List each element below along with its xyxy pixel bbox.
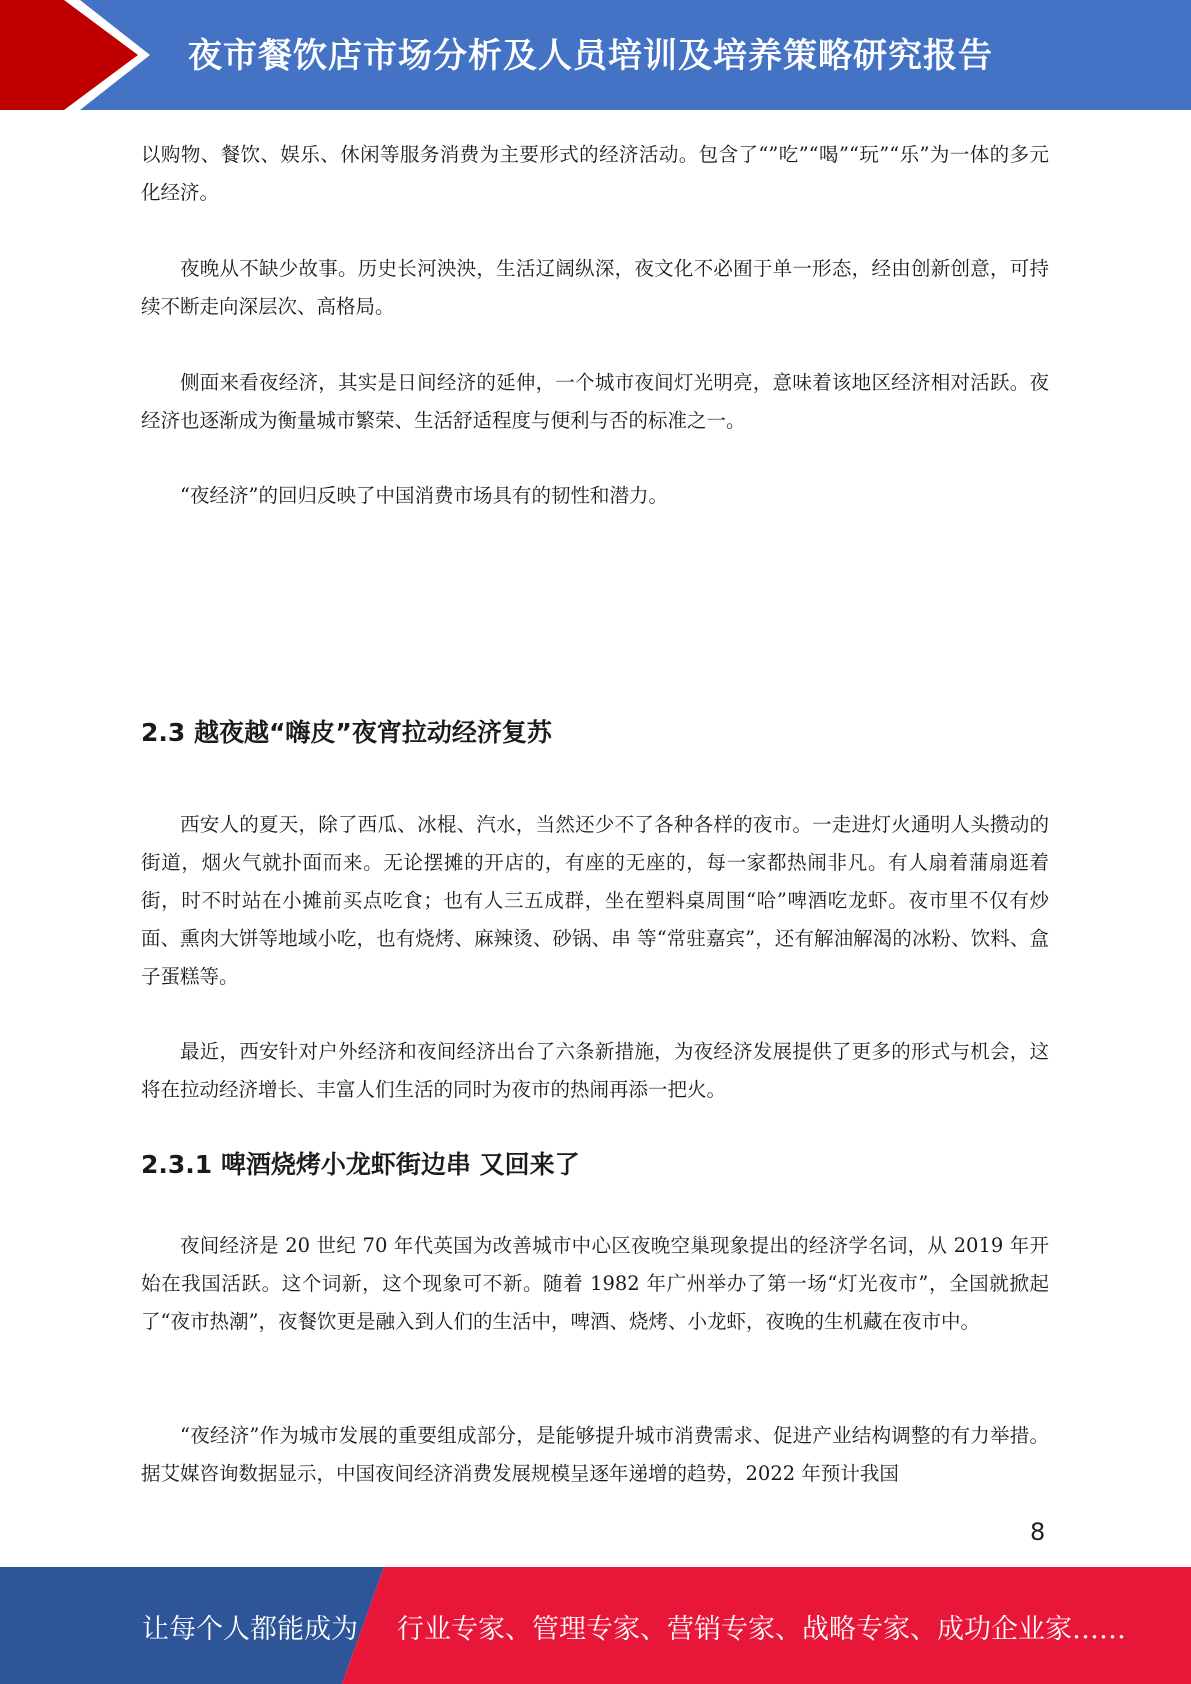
paragraph-1: 以购物、餐饮、娱乐、休闲等服务消费为主要形式的经济活动。包含了“”吃”“喝”“玩”“乐”为一体的多元化经济。 xyxy=(141,143,1049,204)
page-header xyxy=(0,0,1191,110)
paragraph-2: 夜晚从不缺少故事。历史长河泱泱，生活辽阔纵深，夜文化不必囿于单一形态，经由创新创意，可持续不断走向深层次、高格局。 xyxy=(141,257,1049,318)
report-title: 夜市餐饮店市场分析及人员培训及培养策略研究报告 xyxy=(188,36,993,76)
paragraph-8: “夜经济”作为城市发展的重要组成部分，是能够提升城市消费需求、促进产业结构调整的有力举措。据艾媒咨询数据显示，中国夜间经济消费发展规模呈逐年递增的趋势，2022 年预计我国 xyxy=(141,1424,1049,1485)
header-red-chevron xyxy=(0,0,138,110)
page-number: 8 xyxy=(1030,1518,1046,1546)
page-footer xyxy=(0,1567,1191,1684)
section-heading-2-3-1: 2.3.1 啤酒烧烤小龙虾街边串 又回来了 xyxy=(141,1150,580,1179)
section-heading-2-3: 2.3 越夜越“嗨皮”夜宵拉动经济复苏 xyxy=(141,718,552,747)
paragraph-7: 夜间经济是 20 世纪 70 年代英国为改善城市中心区夜晚空巢现象提出的经济学名词，从 2019 年开始在我国活跃。这个词新，这个现象可不新。随着 1982 年广州举办了第一场“灯光夜市”，全国就掀起了“夜市热潮”，夜餐饮更是融入到人们的生活中，啤酒、烧烤、小龙虾，夜晚的生机藏在夜市中。 xyxy=(141,1234,1049,1333)
paragraph-4: “夜经济”的回归反映了中国消费市场具有的韧性和潜力。 xyxy=(180,484,668,507)
paragraph-6: 最近，西安针对户外经济和夜间经济出台了六条新措施，为夜经济发展提供了更多的形式与机会，这将在拉动经济增长、丰富人们生活的同时为夜市的热闹再添一把火。 xyxy=(141,1040,1049,1101)
footer-slogan-left: 让每个人都能成为 xyxy=(142,1614,358,1645)
footer-slogan-right: 行业专家、管理专家、营销专家、战略专家、成功企业家…… xyxy=(397,1614,1126,1645)
paragraph-3: 侧面来看夜经济，其实是日间经济的延伸，一个城市夜间灯光明亮，意味着该地区经济相对活跃。夜经济也逐渐成为衡量城市繁荣、生活舒适程度与便利与否的标准之一。 xyxy=(141,371,1049,432)
paragraph-5: 西安人的夏天，除了西瓜、冰棍、汽水，当然还少不了各种各样的夜市。一走进灯火通明人头攒动的街道，烟火气就扑面而来。无论摆摊的开店的，有座的无座的，每一家都热闹非凡。有人扇着蒲扇逛着街，时不时站在小摊前买点吃食；也有人三五成群，坐在塑料桌周围“哈”啤酒吃龙虾。夜市里不仅有炒面、熏肉大饼等地域小吃，也有烧烤、麻辣烫、砂锅、串 等“常驻嘉宾”，还有解油解渴的冰粉、饮料、盒子蛋糕等。 xyxy=(141,813,1049,988)
